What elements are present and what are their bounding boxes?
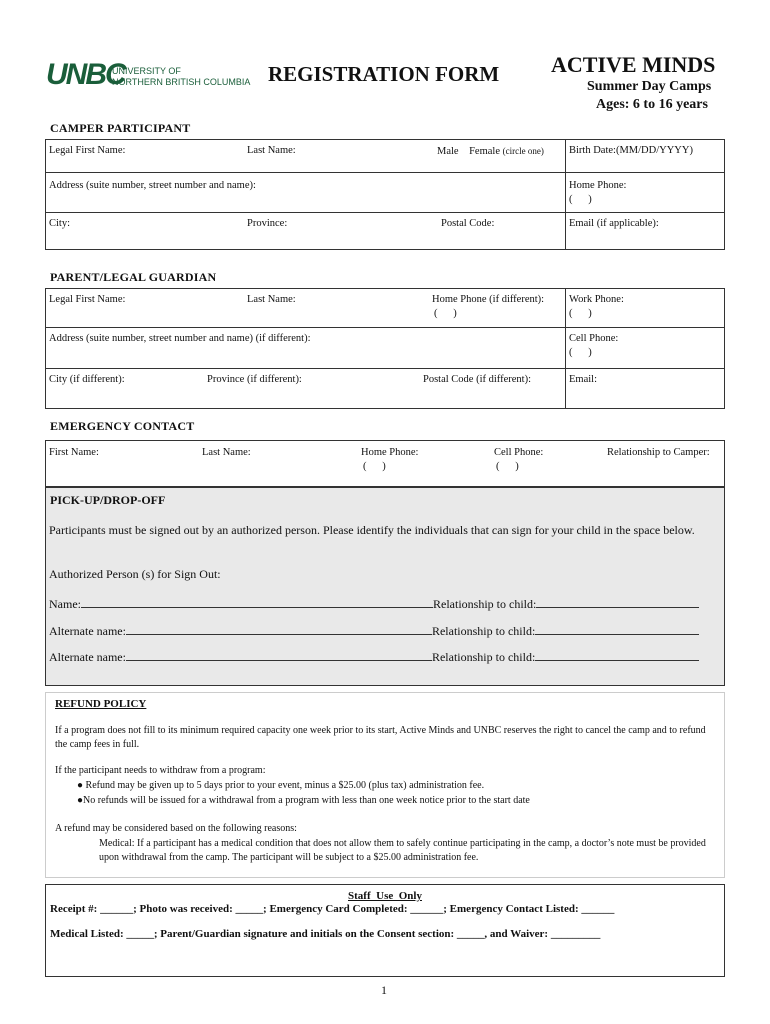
emergency-section-title: EMERGENCY CONTACT xyxy=(50,419,195,433)
emergency-first-name[interactable]: First Name: xyxy=(49,447,99,458)
pickup-alt1-label: Alternate name: xyxy=(49,624,126,638)
guardian-last-name[interactable]: Last Name: xyxy=(247,294,296,305)
refund-para1: If a program does not fill to its minimum required capacity one week prior to its start, Active Minds and UNBC reserves the right to cancel the camp and to refund the camp fees in full. xyxy=(55,725,706,750)
guardian-home-phone-paren: ( ) xyxy=(434,308,457,319)
bullet-icon: ● xyxy=(77,795,84,806)
program-ages: Ages: 6 to 16 years xyxy=(596,97,708,112)
refund-bullet1-text: Refund may be given up to 5 days prior to your event, minus a $25.00 (plus tax) administration fee. xyxy=(85,780,485,791)
camper-gender[interactable] xyxy=(437,144,544,159)
guardian-cell-phone-paren: ( ) xyxy=(569,347,592,358)
staff-line1: Receipt #: ______; Photo was received: _____; Emergency Card Completed: ______; Emergency Contact Listed: ______ xyxy=(50,903,615,915)
staff-title: Staff Use Only xyxy=(348,890,422,902)
pickup-alt2-relationship-blank[interactable] xyxy=(535,650,699,661)
logo-line1: UNIVERSITY OF xyxy=(112,66,181,76)
bullet-icon: ● xyxy=(77,780,84,791)
page-number: 1 xyxy=(381,983,387,997)
pickup-alt1-row[interactable] xyxy=(49,624,699,639)
pickup-relationship-blank[interactable] xyxy=(536,597,699,608)
pickup-name-blank[interactable] xyxy=(81,597,433,608)
camper-email[interactable]: Email (if applicable): xyxy=(569,218,659,229)
camper-postal[interactable]: Postal Code: xyxy=(441,218,495,229)
pickup-alt1-relationship-label: Relationship to child: xyxy=(431,624,536,638)
circle-one-hint: (circle one) xyxy=(502,146,544,156)
refund-medical: Medical: If a participant has a medical condition that does not allow them to safely continue participating in the camp, a doctor’s note must be provided upon withdrawal from the camp. The participant will be subject to a $25.00 administration fee. xyxy=(99,838,706,863)
guardian-city[interactable]: City (if different): xyxy=(49,374,125,385)
emergency-last-name[interactable]: Last Name: xyxy=(202,447,251,458)
pickup-alt2-row[interactable] xyxy=(49,650,699,665)
pickup-title: PICK-UP/DROP-OFF xyxy=(50,493,166,507)
pickup-relationship-label: Relationship to child: xyxy=(433,597,537,611)
male-option[interactable]: Male xyxy=(437,146,459,157)
pickup-alt1-relationship-blank[interactable] xyxy=(535,624,699,635)
refund-para3: A refund may be considered based on the following reasons: xyxy=(55,823,297,834)
logo-mark: UNBC xyxy=(46,58,125,91)
pickup-name-label: Name: xyxy=(49,597,81,611)
refund-title: REFUND POLICY xyxy=(55,698,147,710)
emergency-home-phone[interactable]: Home Phone: xyxy=(361,447,419,458)
program-title: ACTIVE MINDS xyxy=(551,52,716,77)
refund-para2: If the participant needs to withdraw from a program: xyxy=(55,765,266,776)
female-option[interactable]: Female xyxy=(469,146,500,157)
refund-bullet2-text: No refunds will be issued for a withdrawal from a program with less than one week notice prior to the start date xyxy=(83,795,530,806)
guardian-work-phone-paren: ( ) xyxy=(569,308,592,319)
camper-home-phone[interactable]: Home Phone: xyxy=(569,180,627,191)
refund-bullet2 xyxy=(77,795,530,806)
guardian-section-title: PARENT/LEGAL GUARDIAN xyxy=(50,270,217,284)
camper-home-phone-paren: ( ) xyxy=(569,194,592,205)
emergency-home-phone-paren: ( ) xyxy=(363,461,386,472)
pickup-authorized: Authorized Person (s) for Sign Out: xyxy=(49,567,221,581)
guardian-address[interactable]: Address (suite number, street number and name) (if different): xyxy=(49,333,311,344)
pickup-alt2-relationship-label: Relationship to child: xyxy=(431,650,536,664)
camper-last-name[interactable]: Last Name: xyxy=(247,145,296,156)
guardian-cell-phone[interactable]: Cell Phone: xyxy=(569,333,619,344)
form-title: REGISTRATION FORM xyxy=(268,62,500,86)
pickup-alt2-label: Alternate name: xyxy=(49,650,126,664)
pickup-intro: Participants must be signed out by an authorized person. Please identify the individuals that can sign for your child in the space below. xyxy=(49,523,695,537)
camper-address[interactable]: Address (suite number, street number and name): xyxy=(49,180,256,191)
guardian-postal[interactable]: Postal Code (if different): xyxy=(423,374,531,385)
camper-province[interactable]: Province: xyxy=(247,218,288,229)
camper-city[interactable]: City: xyxy=(49,218,71,229)
guardian-first-name[interactable]: Legal First Name: xyxy=(49,294,126,305)
camper-section-title: CAMPER PARTICIPANT xyxy=(50,121,191,135)
guardian-home-phone[interactable]: Home Phone (if different): xyxy=(432,294,545,305)
emergency-relationship[interactable]: Relationship to Camper: xyxy=(607,447,710,458)
guardian-email[interactable]: Email: xyxy=(569,374,597,385)
camper-birth-date[interactable]: Birth Date:(MM/DD/YYYY) xyxy=(569,145,693,156)
camper-first-name[interactable]: Legal First Name: xyxy=(49,145,126,156)
pickup-name-row[interactable] xyxy=(49,597,699,612)
pickup-alt1-blank[interactable] xyxy=(126,624,432,635)
guardian-province[interactable]: Province (if different): xyxy=(207,374,302,385)
program-subtitle: Summer Day Camps xyxy=(587,79,712,94)
staff-line2: Medical Listed: _____; Parent/Guardian signature and initials on the Consent section: _____, and Waiver: _________ xyxy=(50,928,601,940)
emergency-cell-phone-paren: ( ) xyxy=(496,461,519,472)
refund-bullet1 xyxy=(77,780,484,791)
pickup-alt2-blank[interactable] xyxy=(126,650,432,661)
guardian-work-phone[interactable]: Work Phone: xyxy=(569,294,624,305)
unbc-logo xyxy=(46,58,256,98)
emergency-cell-phone[interactable]: Cell Phone: xyxy=(494,447,544,458)
logo-line2: NORTHERN BRITISH COLUMBIA xyxy=(112,77,251,87)
